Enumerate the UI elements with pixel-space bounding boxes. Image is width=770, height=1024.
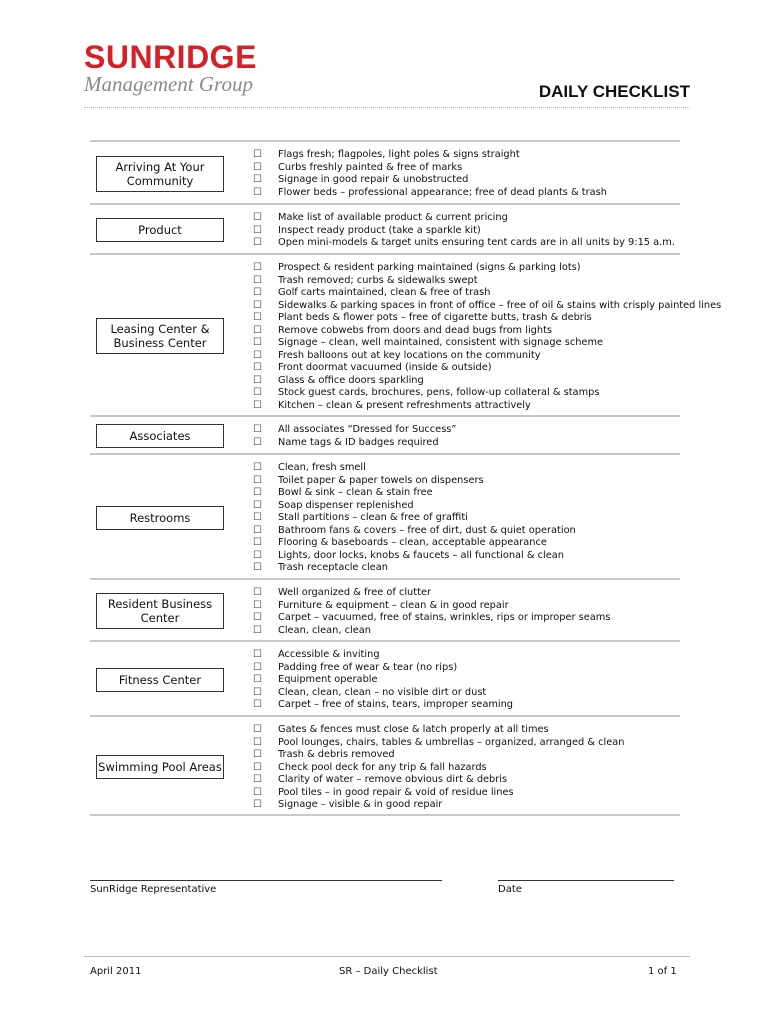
checklist-item-text: Lights, door locks, knobs & faucets – all functional & clean xyxy=(278,549,564,561)
checklist-item-text: Make list of available product & current pricing xyxy=(278,212,508,223)
header-divider xyxy=(84,107,690,108)
checklist-item-text: Kitchen – clean & present refreshments attractively xyxy=(278,399,531,411)
checklist-item xyxy=(253,337,721,350)
checklist-item-text: Glass & office doors sparkling xyxy=(278,374,424,386)
checkbox-icon[interactable]: ☐ xyxy=(253,237,262,248)
checklist-item xyxy=(253,587,610,600)
checkbox-icon[interactable]: ☐ xyxy=(253,649,262,660)
checkbox-icon[interactable]: ☐ xyxy=(253,149,262,160)
checkbox-icon[interactable]: ☐ xyxy=(253,686,262,698)
checklist-item xyxy=(253,400,721,413)
checklist-item xyxy=(253,724,624,737)
section-label: Leasing Center & Business Center xyxy=(96,318,224,354)
checkbox-icon[interactable]: ☐ xyxy=(253,587,262,598)
checklist-item xyxy=(253,537,576,550)
checkbox-icon[interactable]: ☐ xyxy=(253,624,262,636)
section-items xyxy=(253,262,721,412)
checkbox-icon[interactable]: ☐ xyxy=(253,749,262,760)
checklist-item-text: Clean, clean, clean – no visible dirt or dust xyxy=(278,686,487,698)
checklist-item xyxy=(253,212,675,225)
section-label: Arriving At Your Community xyxy=(96,156,224,192)
checklist-item-text: Soap dispenser replenished xyxy=(278,499,414,511)
checklist-item-text: Inspect ready product (take a sparkle kit) xyxy=(278,224,481,236)
logo-subtitle: Management Group xyxy=(84,72,253,96)
checkbox-icon[interactable]: ☐ xyxy=(253,499,262,511)
checkbox-icon[interactable]: ☐ xyxy=(253,186,262,198)
checklist-item xyxy=(253,287,721,300)
section-label: Associates xyxy=(96,424,224,448)
checklist-item xyxy=(253,625,610,638)
checkbox-icon[interactable]: ☐ xyxy=(253,661,262,673)
page-title: DAILY CHECKLIST xyxy=(538,82,690,101)
checklist-item xyxy=(253,600,610,613)
checklist-item xyxy=(253,437,457,450)
checklist-item-text: Well organized & free of clutter xyxy=(278,587,431,598)
section-label: Product xyxy=(96,218,224,242)
checklist-item xyxy=(253,525,576,538)
checklist-item xyxy=(253,300,721,313)
checklist-item-text: Front doormat vacuumed (inside & outside) xyxy=(278,362,492,373)
checklist-item-text: Padding free of wear & tear (no rips) xyxy=(278,661,458,673)
checklist-item-text: Flooring & baseboards – clean, acceptable appearance xyxy=(278,537,547,548)
checklist-item-text: Bathroom fans & covers – free of dirt, dust & quiet operation xyxy=(278,524,576,536)
checklist-item xyxy=(253,362,721,375)
section-items xyxy=(253,724,624,812)
checkbox-icon[interactable]: ☐ xyxy=(253,774,262,785)
checklist-item-text: Plant beds & flower pots – free of cigarette butts, trash & debris xyxy=(278,312,592,323)
checklist-item-text: Signage – clean, well maintained, consistent with signage scheme xyxy=(278,337,604,348)
section-label: Resident Business Center xyxy=(96,593,224,629)
checkbox-icon[interactable]: ☐ xyxy=(253,537,262,548)
checklist-item-text: Trash receptacle clean xyxy=(278,562,388,573)
checklist-item-text: Stock guest cards, brochures, pens, follow-up collateral & stamps xyxy=(278,387,600,398)
checkbox-icon[interactable]: ☐ xyxy=(253,224,262,236)
footer-divider xyxy=(84,956,690,957)
checkbox-icon[interactable]: ☐ xyxy=(253,287,262,298)
checklist-item xyxy=(253,387,721,400)
checkbox-icon[interactable]: ☐ xyxy=(253,387,262,398)
section-items xyxy=(253,587,610,637)
checkbox-icon[interactable]: ☐ xyxy=(253,699,262,710)
checkbox-icon[interactable]: ☐ xyxy=(253,474,262,486)
checklist-item-text: Equipment operable xyxy=(278,674,378,685)
checkbox-icon[interactable]: ☐ xyxy=(253,424,262,435)
checklist-item-text: Flower beds – professional appearance; free of dead plants & trash xyxy=(278,186,607,198)
checkbox-icon[interactable]: ☐ xyxy=(253,374,262,386)
checklist-item xyxy=(253,787,624,800)
section-label: Swimming Pool Areas xyxy=(96,755,224,779)
checklist-item-text: Carpet – free of stains, tears, improper seaming xyxy=(278,699,514,710)
checklist-section xyxy=(90,453,680,580)
checklist-section xyxy=(90,203,680,255)
section-label: Restrooms xyxy=(96,506,224,530)
checkbox-icon[interactable]: ☐ xyxy=(253,174,262,185)
checkbox-icon[interactable]: ☐ xyxy=(253,312,262,323)
section-items xyxy=(253,424,457,449)
checklist-item-text: Toilet paper & paper towels on dispensers xyxy=(278,474,484,486)
checklist-item xyxy=(253,275,721,288)
checklist-end-divider xyxy=(90,814,680,816)
checklist-item-text: Signage – visible & in good repair xyxy=(278,799,443,810)
checklist-section xyxy=(90,578,680,642)
checkbox-icon[interactable]: ☐ xyxy=(253,612,262,623)
checklist-section xyxy=(90,640,680,717)
checkbox-icon[interactable]: ☐ xyxy=(253,262,262,273)
checkbox-icon[interactable]: ☐ xyxy=(253,337,262,348)
section-label: Fitness Center xyxy=(96,668,224,692)
footer-date: April 2011 xyxy=(90,966,142,977)
checklist-item xyxy=(253,562,576,575)
checklist-item xyxy=(253,237,675,250)
section-items xyxy=(253,149,607,199)
checklist-item xyxy=(253,699,513,712)
checklist-section xyxy=(90,415,680,455)
checklist-item xyxy=(253,762,624,775)
checklist-item xyxy=(253,424,457,437)
date-signature-line[interactable] xyxy=(498,880,674,881)
checklist-item-text: Open mini-models & target units ensuring tent cards are in all units by 9:15 a.m. xyxy=(278,237,675,248)
checklist-section xyxy=(90,140,680,205)
checklist-item-text: Golf carts maintained, clean & free of trash xyxy=(278,287,491,298)
checkbox-icon[interactable]: ☐ xyxy=(253,462,262,473)
checkbox-icon[interactable]: ☐ xyxy=(253,362,262,373)
checklist-item-text: Stall partitions – clean & free of graffiti xyxy=(278,512,468,523)
checklist-item-text: Sidewalks & parking spaces in front of office – free of oil & stains with crisply painted lines xyxy=(278,299,722,311)
checklist-item-text: Clean, fresh smell xyxy=(278,462,366,473)
checkbox-icon[interactable]: ☐ xyxy=(253,549,262,561)
checkbox-icon[interactable]: ☐ xyxy=(253,299,262,311)
checklist-item xyxy=(253,674,513,687)
checklist-item xyxy=(253,737,624,750)
checklist-item-text: Pool tiles – in good repair & void of residue lines xyxy=(278,786,514,798)
checklist-item-text: Bowl & sink – clean & stain free xyxy=(278,487,433,498)
checkbox-icon[interactable]: ☐ xyxy=(253,399,262,411)
checklist-item xyxy=(253,225,675,238)
checklist-item-text: Signage in good repair & unobstructed xyxy=(278,174,469,185)
checklist-item xyxy=(253,312,721,325)
checklist-item-text: Trash & debris removed xyxy=(278,749,395,760)
checklist-item-text: Carpet – vacuumed, free of stains, wrinkles, rips or improper seams xyxy=(278,612,611,623)
checklist-item-text: Flags fresh; flagpoles, light poles & signs straight xyxy=(278,149,520,160)
checklist-item xyxy=(253,662,513,675)
checklist-item-text: Prospect & resident parking maintained (signs & parking lots) xyxy=(278,262,581,273)
checklist-item xyxy=(253,149,607,162)
checkbox-icon[interactable]: ☐ xyxy=(253,736,262,748)
checklist-item-text: Name tags & ID badges required xyxy=(278,436,439,448)
checklist-item xyxy=(253,350,721,363)
logo-wordmark: SUNRIDGE xyxy=(84,39,257,75)
checkbox-icon[interactable]: ☐ xyxy=(253,161,262,173)
checkbox-icon[interactable]: ☐ xyxy=(253,349,262,361)
checklist-item xyxy=(253,325,721,338)
checklist-item xyxy=(253,162,607,175)
checklist-item xyxy=(253,187,607,200)
checkbox-icon[interactable]: ☐ xyxy=(253,487,262,498)
checklist-item-text: Clean, clean, clean xyxy=(278,624,371,636)
date-label: Date xyxy=(498,884,522,895)
checklist-section xyxy=(90,715,680,816)
checklist-item xyxy=(253,262,721,275)
checkbox-icon[interactable]: ☐ xyxy=(253,599,262,611)
checklist-section xyxy=(90,253,722,417)
checklist-item xyxy=(253,774,624,787)
checklist-item xyxy=(253,550,576,563)
checklist-item xyxy=(253,649,513,662)
checklist-item-text: Gates & fences must close & latch properly at all times xyxy=(278,724,549,735)
checklist-item xyxy=(253,174,607,187)
checkbox-icon[interactable]: ☐ xyxy=(253,674,262,685)
checkbox-icon[interactable]: ☐ xyxy=(253,524,262,536)
checklist-item xyxy=(253,462,576,475)
checklist-item-text: Curbs freshly painted & free of marks xyxy=(278,161,463,173)
checklist-item xyxy=(253,687,513,700)
section-items xyxy=(253,649,513,712)
checkbox-icon[interactable]: ☐ xyxy=(253,274,262,286)
checklist-item xyxy=(253,512,576,525)
checklist-item-text: Clarity of water – remove obvious dirt & debris xyxy=(278,774,508,785)
footer-page-number: 1 of 1 xyxy=(648,966,677,977)
checklist-item-text: Trash removed; curbs & sidewalks swept xyxy=(278,274,478,286)
checklist-item xyxy=(253,487,576,500)
representative-signature-line[interactable] xyxy=(90,880,442,881)
checklist-item xyxy=(253,612,610,625)
checklist-item-text: Pool lounges, chairs, tables & umbrellas – organized, arranged & clean xyxy=(278,736,625,748)
checklist-item xyxy=(253,475,576,488)
checklist-item xyxy=(253,799,624,812)
checklist-item-text: Check pool deck for any trip & fall hazards xyxy=(278,761,487,773)
checklist-item-text: Remove cobwebs from doors and dead bugs from lights xyxy=(278,324,553,336)
checklist-item-text: Furniture & equipment – clean & in good repair xyxy=(278,599,509,611)
representative-label: SunRidge Representative xyxy=(90,884,217,895)
checklist-item-text: All associates “Dressed for Success” xyxy=(278,424,457,435)
checkbox-icon[interactable]: ☐ xyxy=(253,512,262,523)
footer-document-name: SR – Daily Checklist xyxy=(339,966,438,977)
checkbox-icon[interactable]: ☐ xyxy=(253,724,262,735)
section-items xyxy=(253,212,675,250)
checklist-item-text: Fresh balloons out at key locations on the community xyxy=(278,349,541,361)
company-logo xyxy=(84,39,257,96)
checkbox-icon[interactable]: ☐ xyxy=(253,761,262,773)
checkbox-icon[interactable]: ☐ xyxy=(253,799,262,810)
checklist-item-text: Accessible & inviting xyxy=(278,649,380,660)
checkbox-icon[interactable]: ☐ xyxy=(253,324,262,336)
checkbox-icon[interactable]: ☐ xyxy=(253,562,262,573)
checkbox-icon[interactable]: ☐ xyxy=(253,786,262,798)
section-items xyxy=(253,462,576,575)
checkbox-icon[interactable]: ☐ xyxy=(253,212,262,223)
checklist-item xyxy=(253,500,576,513)
checkbox-icon[interactable]: ☐ xyxy=(253,436,262,448)
checklist-item xyxy=(253,749,624,762)
checklist-item xyxy=(253,375,721,388)
